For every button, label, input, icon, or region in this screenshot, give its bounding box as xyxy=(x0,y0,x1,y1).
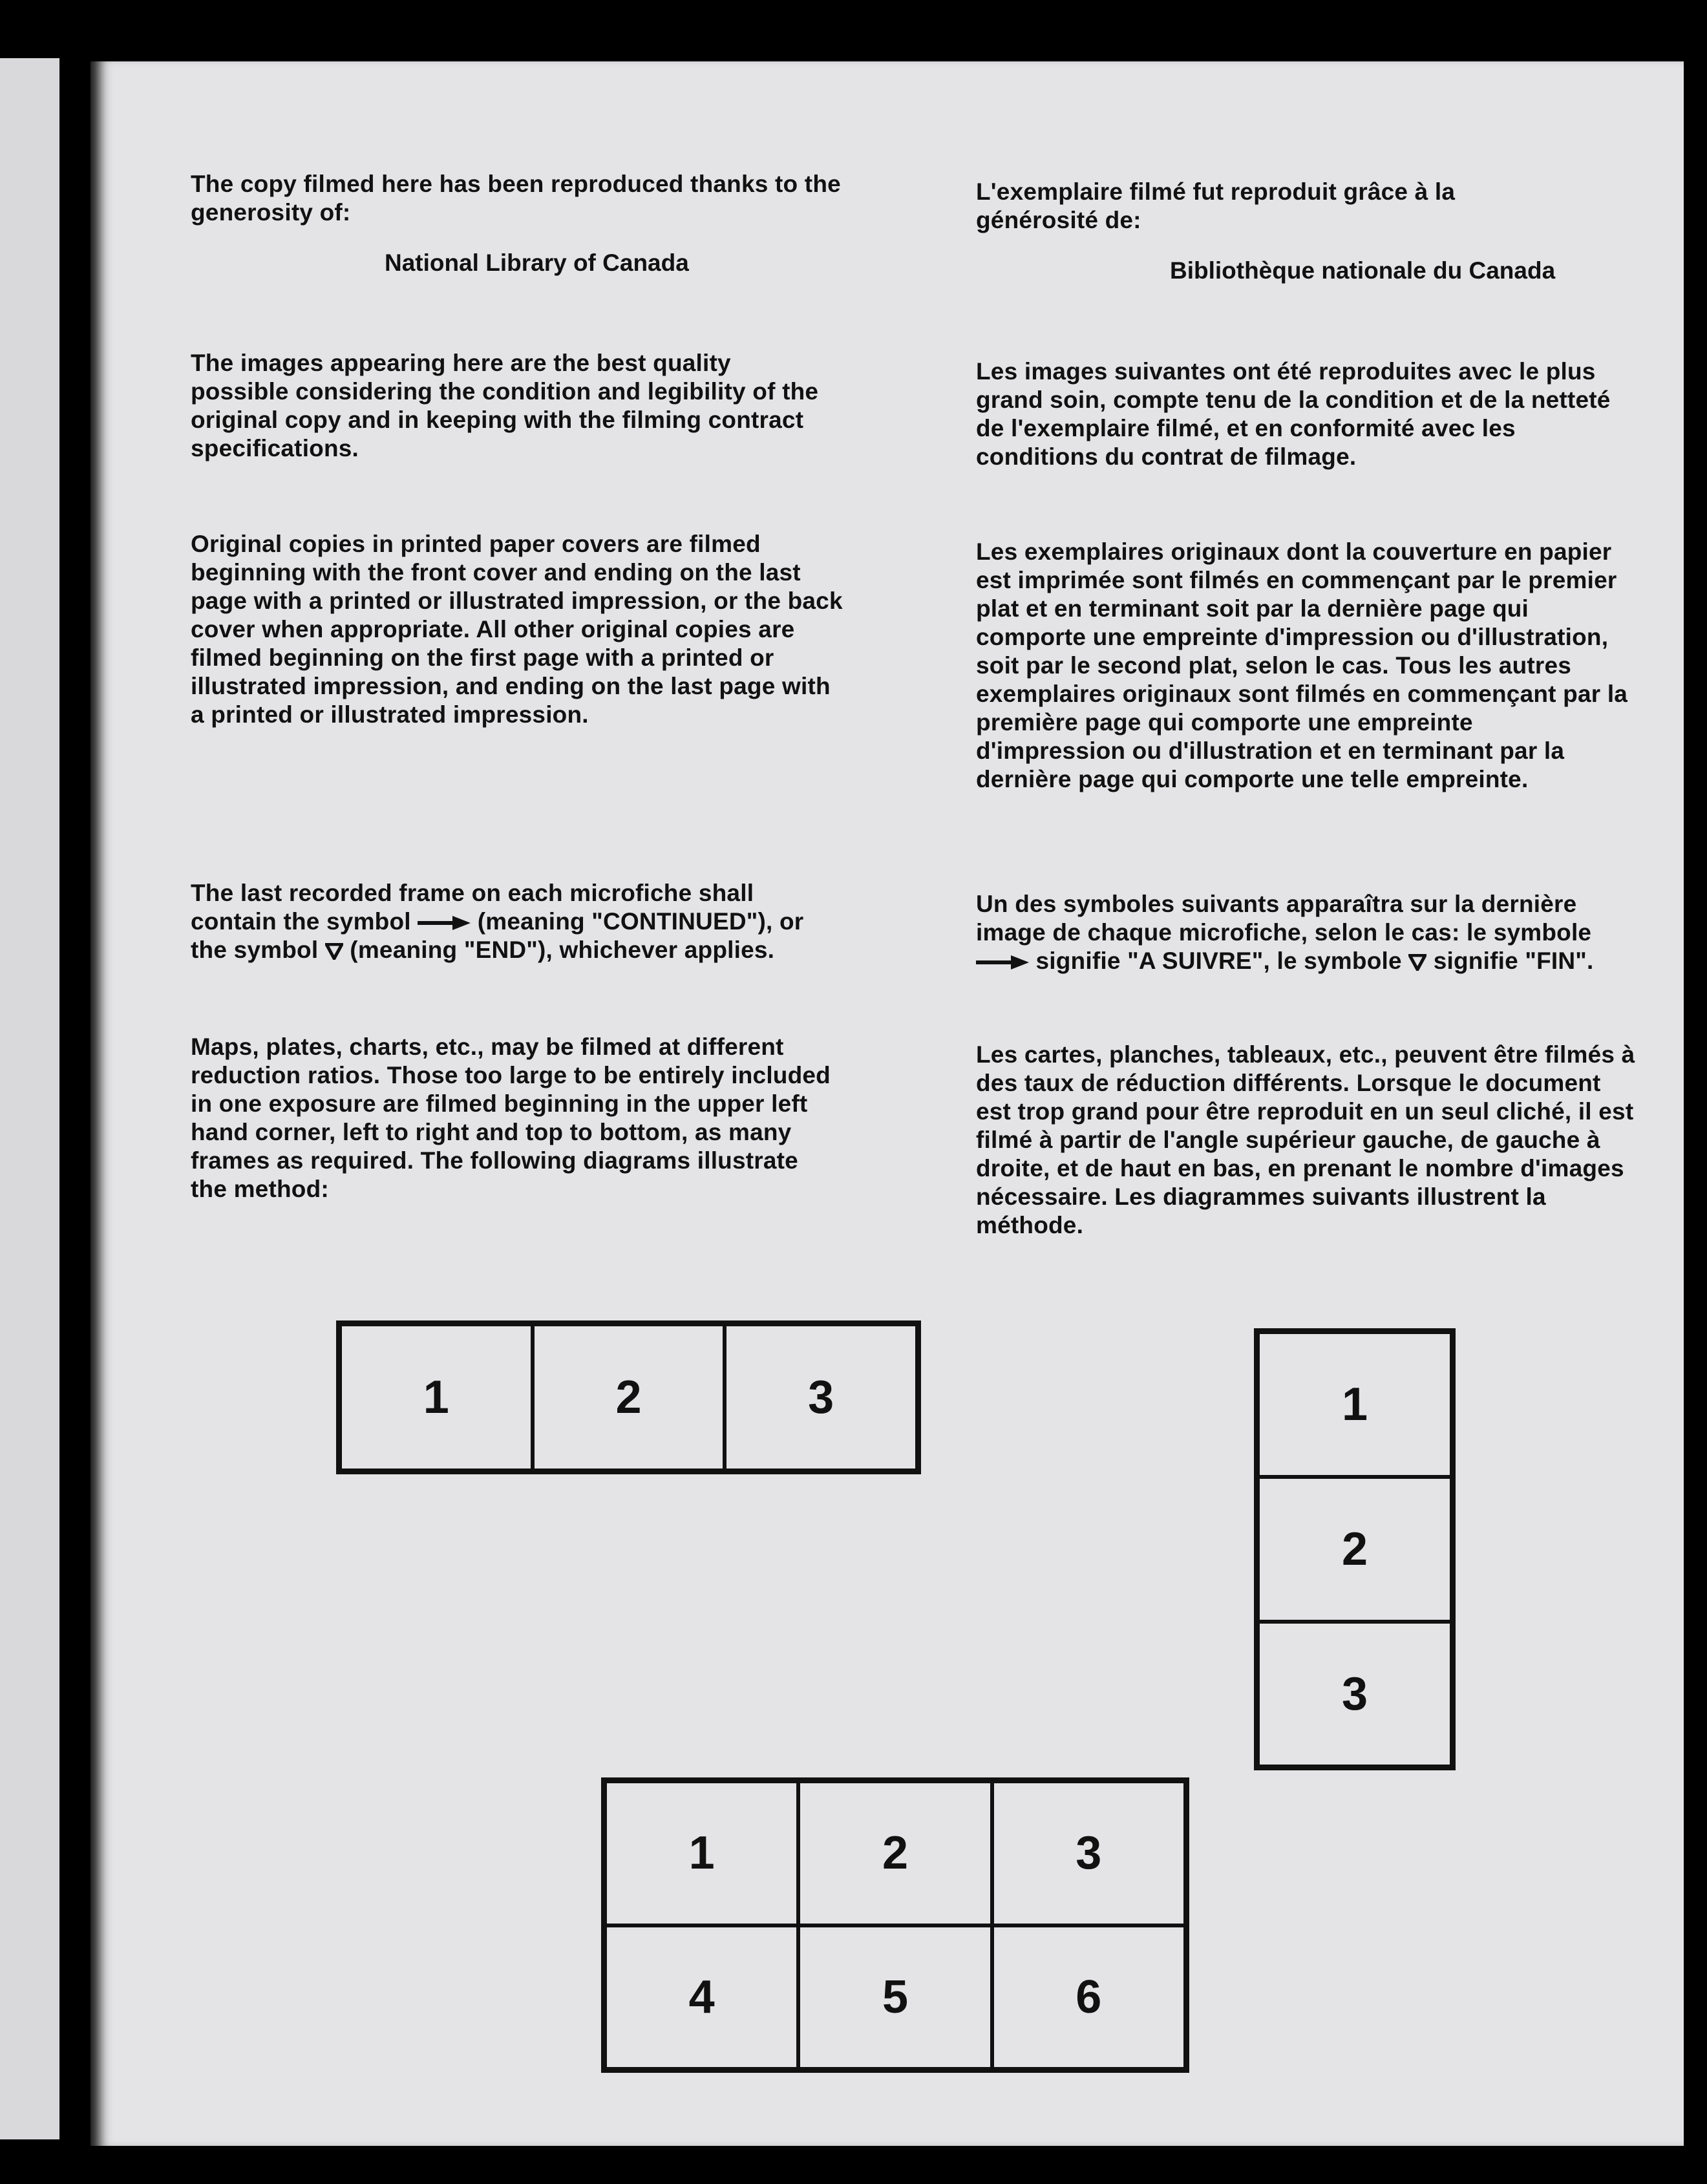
fr-originals-paragraph: Les exemplaires originaux dont la couverture en papier est imprimée sont filmés en commençant par le premier plat et en terminant soit par la dernière page qui comporte une empreinte d'impression ou d'illustration, soit par le second plat, selon le cas. Tous les autres exemplaires originaux sont filmés en commençant par la première page qui comporte une empreinte d'impression ou d'illustration et en terminant par la dernière page qui comporte une telle empreinte. xyxy=(976,538,1628,792)
fr-institution: Bibliothèque nationale du Canada xyxy=(1170,257,1556,284)
en-symbols-paragraph xyxy=(191,879,843,964)
diagram-frame: 3 xyxy=(1258,1622,1452,1766)
fr-credit-intro: L'exemplaire filmé fut reproduit grâce à la générosité de: xyxy=(976,178,1456,233)
diagram-frame: 1 xyxy=(340,1324,533,1470)
en-quality-paragraph: The images appearing here are the best quality possible considering the condition and legibility of the original copy and in keeping with the filming contract specifications. xyxy=(191,350,819,461)
diagram-grid-2x3 xyxy=(601,1777,1189,2073)
fr-symbols-text-b: signifie "A SUIVRE", le symbole xyxy=(1035,948,1402,974)
microfiche-target-page xyxy=(90,61,1684,2146)
diagram-horizontal-strip xyxy=(336,1320,921,1474)
diagram-vertical-strip xyxy=(1254,1328,1456,1770)
en-originals-paragraph: Original copies in printed paper covers are filmed beginning with the front cover and ending on the last page with a printed or illustrated impression, or the back cover when appropriate. All other original copies are filmed beginning on the first page with a printed or illustrated impression, and ending on the last page with a printed or illustrated impression. xyxy=(191,531,843,728)
en-symbols-text-c: (meaning "END"), whichever applies. xyxy=(350,937,775,963)
diagram-frame: 4 xyxy=(605,1925,798,2070)
diagram-frame: 3 xyxy=(725,1324,917,1470)
diagram-frame: 3 xyxy=(992,1781,1185,1925)
en-symbols-text-a: The last recorded frame on each microfiche shall contain the symbol xyxy=(191,880,754,935)
arrow-right-icon xyxy=(418,916,471,930)
en-credit-intro: The copy filmed here has been reproduced thanks to the generosity of: xyxy=(191,171,841,226)
en-symbols-text-b: (meaning "CONTINUED"), or the symbol xyxy=(191,908,804,963)
arrow-right-icon xyxy=(976,955,1029,970)
diagram-frame: 5 xyxy=(798,1925,991,2070)
fr-maps-paragraph: Les cartes, planches, tableaux, etc., peuvent être filmés à des taux de réduction différents. Lorsque le document est trop grand pour être reproduit en un seul cliché, il est filmé à partir de l'angle supérieur gauche, de gauche à droite, et de haut en bas, en prenant le nombre d'images nécessaire. Les diagrammes suivants illustrent la méthode. xyxy=(976,1041,1635,1238)
fr-quality-paragraph: Les images suivantes ont été reproduites avec le plus grand soin, compte tenu de la condition et de la netteté de l'exemplaire filmé, et en conformité avec les conditions du contrat de filmage. xyxy=(976,358,1611,470)
diagram-frame: 6 xyxy=(992,1925,1185,2070)
adjacent-page-edge xyxy=(0,58,59,2139)
diagram-frame: 1 xyxy=(605,1781,798,1925)
diagram-frame: 1 xyxy=(1258,1332,1452,1477)
fr-symbols-text-c: signifie "FIN". xyxy=(1433,948,1594,974)
diagram-frame: 2 xyxy=(1258,1477,1452,1622)
diagram-frame: 2 xyxy=(533,1324,725,1470)
en-institution: National Library of Canada xyxy=(385,249,689,276)
triangle-down-icon xyxy=(325,943,343,960)
en-maps-paragraph: Maps, plates, charts, etc., may be filmed at different reduction ratios. Those too large to be entirely included in one exposure are filmed beginning in the upper left hand corner, left to right and top to bottom, as many frames as required. The following diagrams illustrate the method: xyxy=(191,1034,831,1202)
diagram-frame: 2 xyxy=(798,1781,991,1925)
triangle-down-icon xyxy=(1408,954,1426,971)
fr-symbols-text-a: Un des symboles suivants apparaîtra sur la dernière image de chaque microfiche, selon le cas: le symbole xyxy=(976,891,1592,946)
fr-symbols-paragraph xyxy=(976,890,1596,975)
